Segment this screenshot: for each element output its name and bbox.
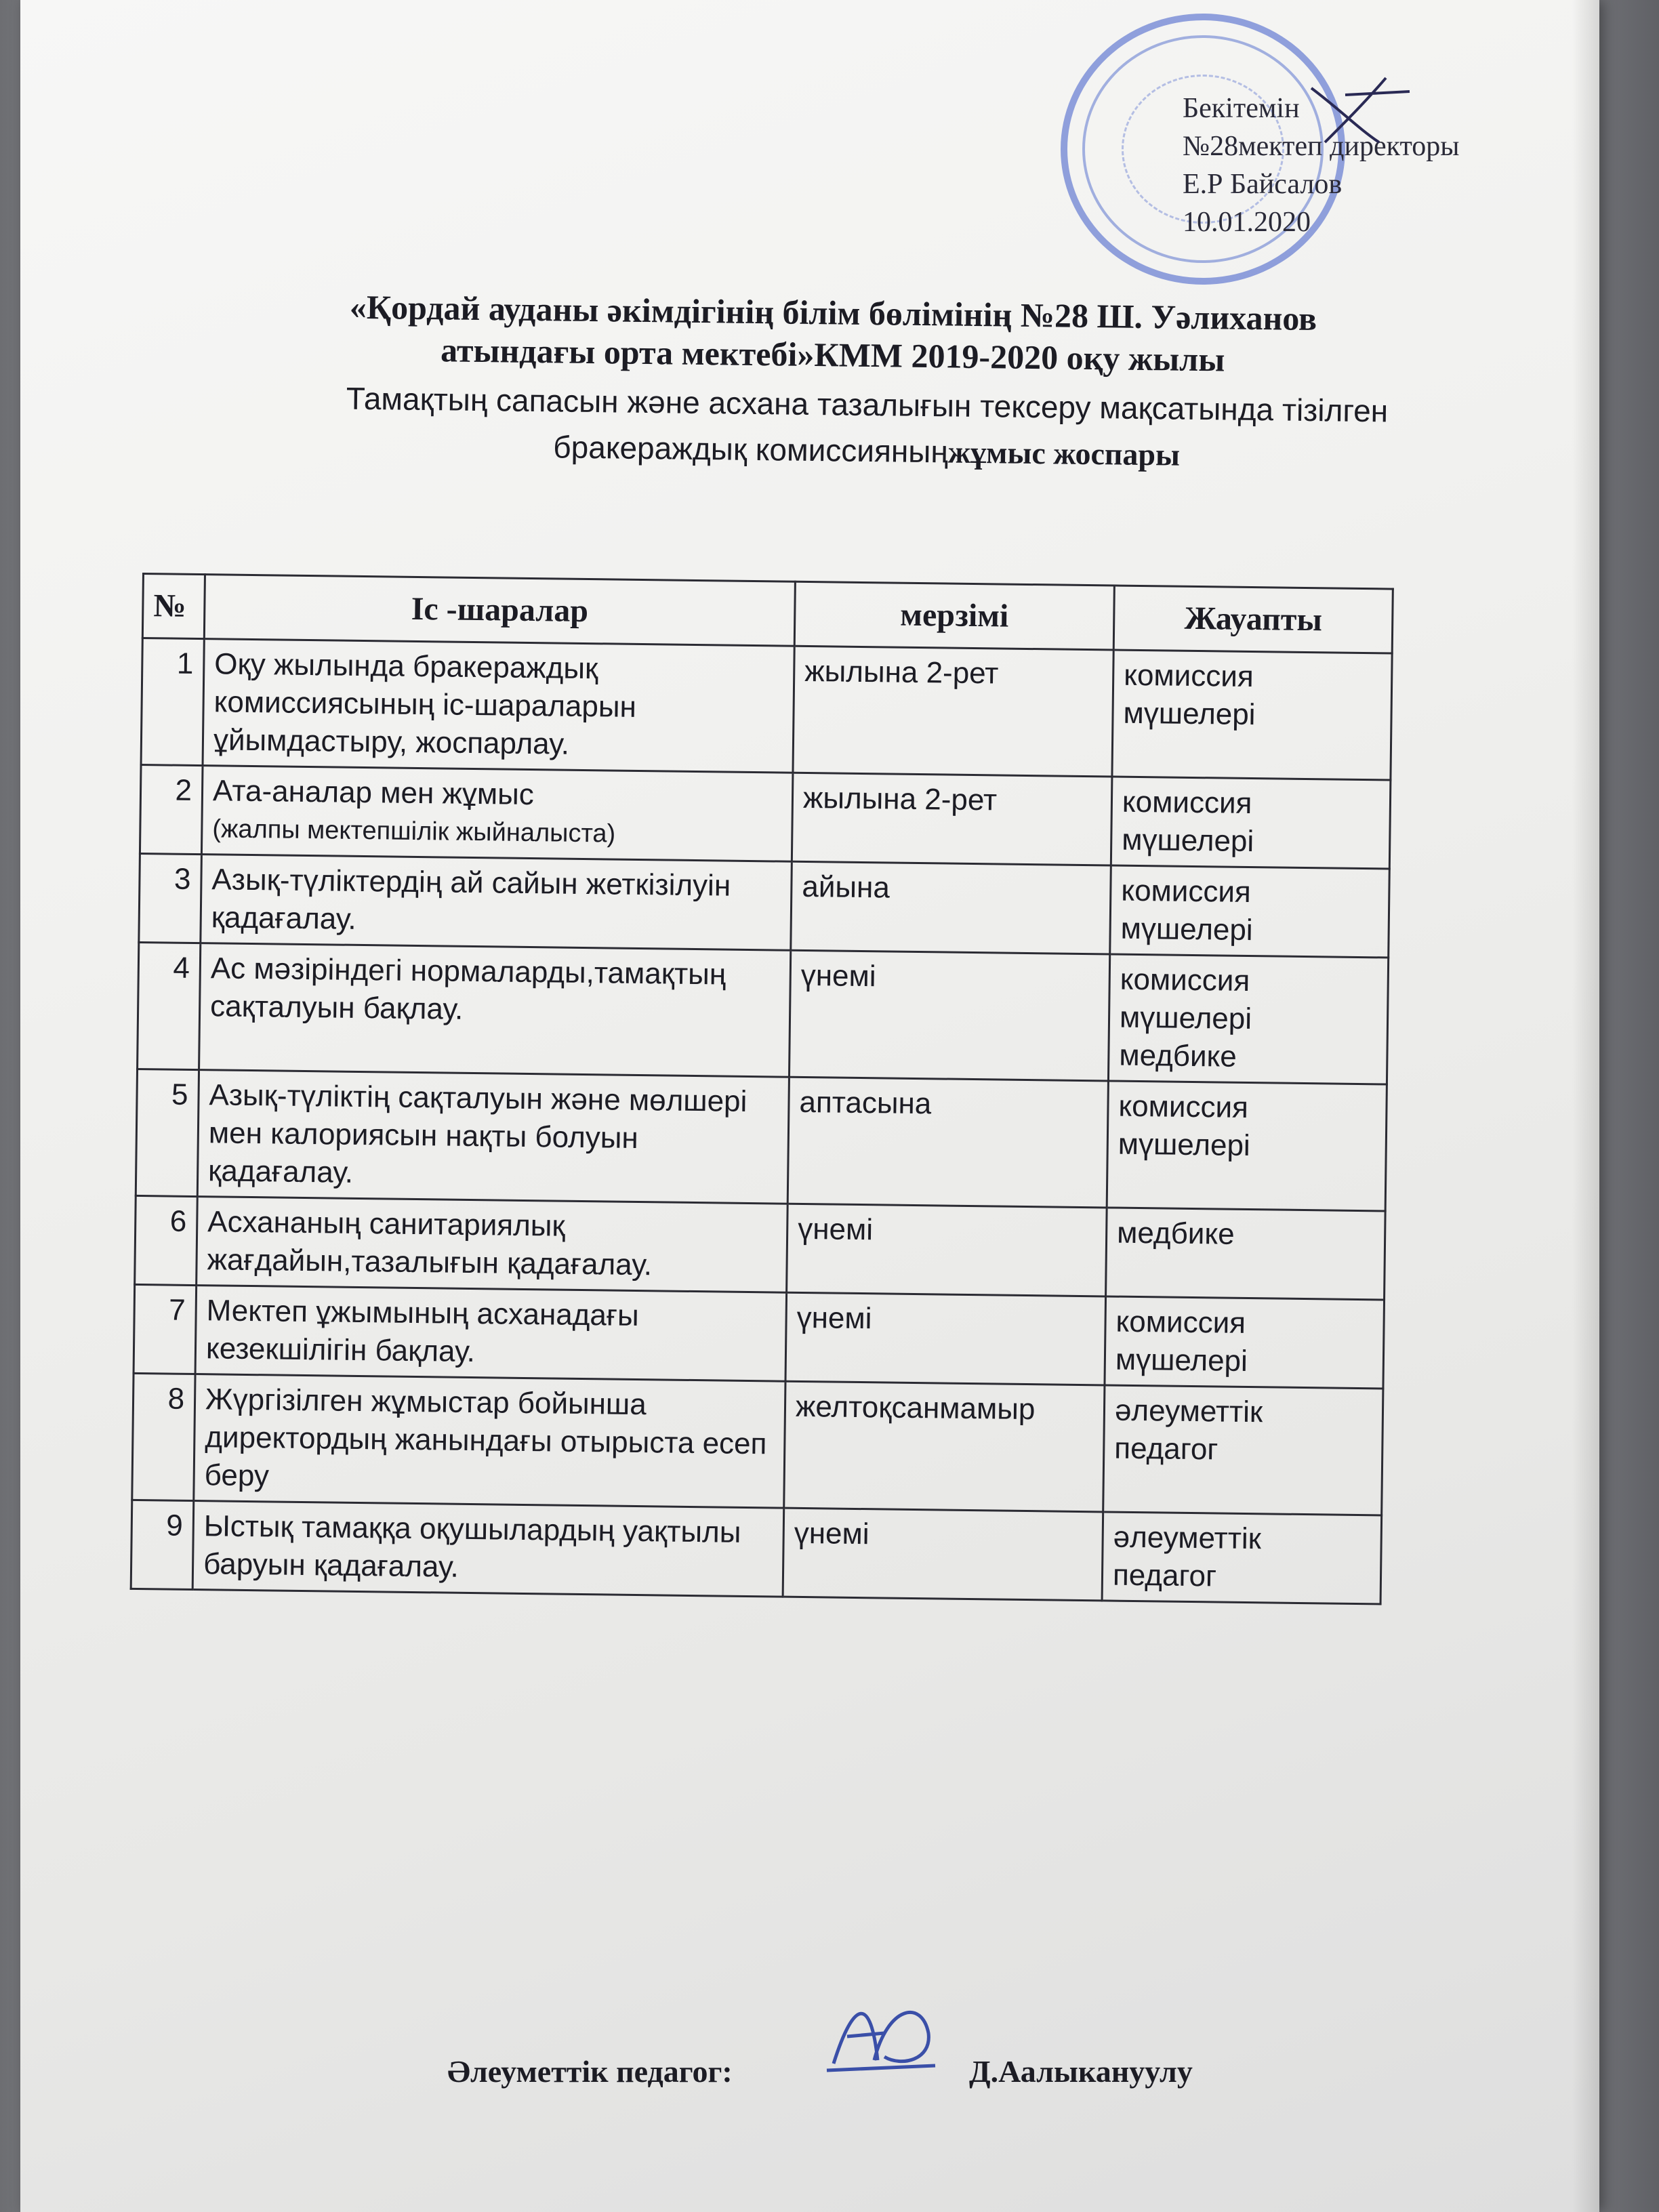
row-number: 8 [132,1373,195,1500]
row-responsible: комиссия мүшелері [1107,1081,1387,1211]
footer-name: Д.Аалыкануулу [969,2054,1193,2089]
table-row [139,853,1389,958]
table-row [134,1284,1384,1389]
row-responsible: әлеуметтік педагог [1102,1512,1382,1604]
row-number: 7 [134,1284,197,1374]
header-number: № [142,574,205,639]
row-activity: Жүргізілген жұмыстар бойынша директордың жанындағы отырыста есеп беру [204,1382,767,1493]
row-number: 3 [139,853,202,943]
title-line-2: атындағы орта мектебі»КММ 2019-2020 оқу жылы [440,331,1225,379]
row-term: үнемі [787,1204,1107,1296]
row-number: 2 [140,764,203,854]
row-activity: Оқу жылында бракераждық комиссиясының іс-шараларын ұйымдастыру, жоспарлау. [213,647,637,761]
row-term: үнемі [789,950,1109,1081]
approval-line-approve: Бекітемін [1183,93,1300,124]
document-subtitle [256,374,1477,482]
header-responsible: Жауапты [1113,586,1393,653]
subtitle-bold: жұмыс жоспары [947,434,1181,472]
row-activity-cell [197,1197,788,1293]
approval-line-position: №28мектеп директоры [1183,131,1460,162]
table-row [141,638,1392,781]
row-term: аптасына [787,1077,1108,1208]
work-plan-table-wrapper [130,573,1394,1605]
footer-role: Әлеуметтік педагог: [447,2054,733,2089]
table-row [136,1069,1387,1211]
row-term: айына [791,861,1111,954]
row-activity-cell [194,1374,785,1509]
page-shadow-edge [1572,0,1599,2212]
director-signature [1305,75,1413,149]
approval-line-date: 10.01.2020 [1183,207,1311,238]
row-number: 9 [131,1500,194,1589]
social-pedagogue-signature [820,1986,942,2081]
row-term: үнемі [785,1292,1106,1385]
table-body [131,638,1392,1604]
row-activity-cell [195,1286,787,1382]
row-responsible: комиссия мүшелері медбике [1108,954,1388,1084]
header-activities: Іс -шаралар [204,575,795,647]
row-activity: Ыстық тамаққа оқушылардың уақтылы баруын қадағалау. [203,1509,741,1584]
table-row [131,1500,1381,1604]
row-activity-cell [203,639,794,773]
subtitle-plain: бракераждық комиссияның [553,429,949,470]
row-activity: Мектеп ұжымының асханадағы кезекшілігін бақлау. [205,1294,639,1369]
row-activity-cell [199,943,791,1078]
table-row [132,1373,1383,1515]
row-activity-cell [201,766,793,862]
row-term: жылына 2-рет [792,773,1112,865]
row-activity: Асхананың санитариялық жағдайын,тазалығын қадағалау. [207,1205,653,1282]
row-activity: Ата-аналар мен жұмыс [212,774,535,812]
title-line-1: «Қордай ауданы әкімдігінің білім бөлімінің №28 Ш. Уәлиханов [349,287,1317,338]
subtitle-line-1: Тамақтың сапасын және асхана тазалығын тексеру мақсатында тізілген [346,380,1389,429]
row-responsible: комиссия мүшелері [1110,865,1390,958]
row-activity: Азық-түліктердің ай сайын жеткізілуін қадағалау. [211,863,731,936]
approval-line-director-name: Е.Р Байсалов [1183,169,1343,200]
document-title [256,285,1409,383]
row-activity-cell [192,1501,784,1597]
table-row [140,764,1390,869]
table-row [135,1195,1385,1300]
footer-signature-line [447,2053,1193,2089]
row-activity: Ас мәзіріндегі нормаларды,тамақтың сақталуын бақлау. [209,951,726,1026]
row-number: 5 [136,1069,199,1196]
table-row [138,942,1389,1084]
row-responsible: комиссия мүшелері [1112,650,1392,780]
row-activity-cell [197,1070,789,1204]
row-responsible: әлеуметтік педагог [1103,1385,1383,1515]
row-number: 1 [141,638,204,766]
row-activity: Азық-түліктің сақталуын және мөлшері мен калориясын нақты болуын қадағалау. [207,1078,747,1189]
row-number: 6 [135,1195,198,1285]
row-activity-cell [201,855,792,951]
header-term: мерзімі [794,581,1114,650]
row-responsible: медбике [1106,1208,1386,1300]
row-term: жылына 2-рет [793,646,1113,777]
row-term: желтоқсанмамыр [784,1381,1105,1512]
row-responsible: комиссия мүшелері [1111,777,1391,869]
row-activity-note: (жалпы мектепшілік жыйналыста) [212,815,616,848]
row-number: 4 [138,942,201,1069]
row-responsible: комиссия мүшелері [1105,1296,1385,1389]
work-plan-table [130,573,1394,1605]
row-term: үнемі [783,1508,1103,1601]
